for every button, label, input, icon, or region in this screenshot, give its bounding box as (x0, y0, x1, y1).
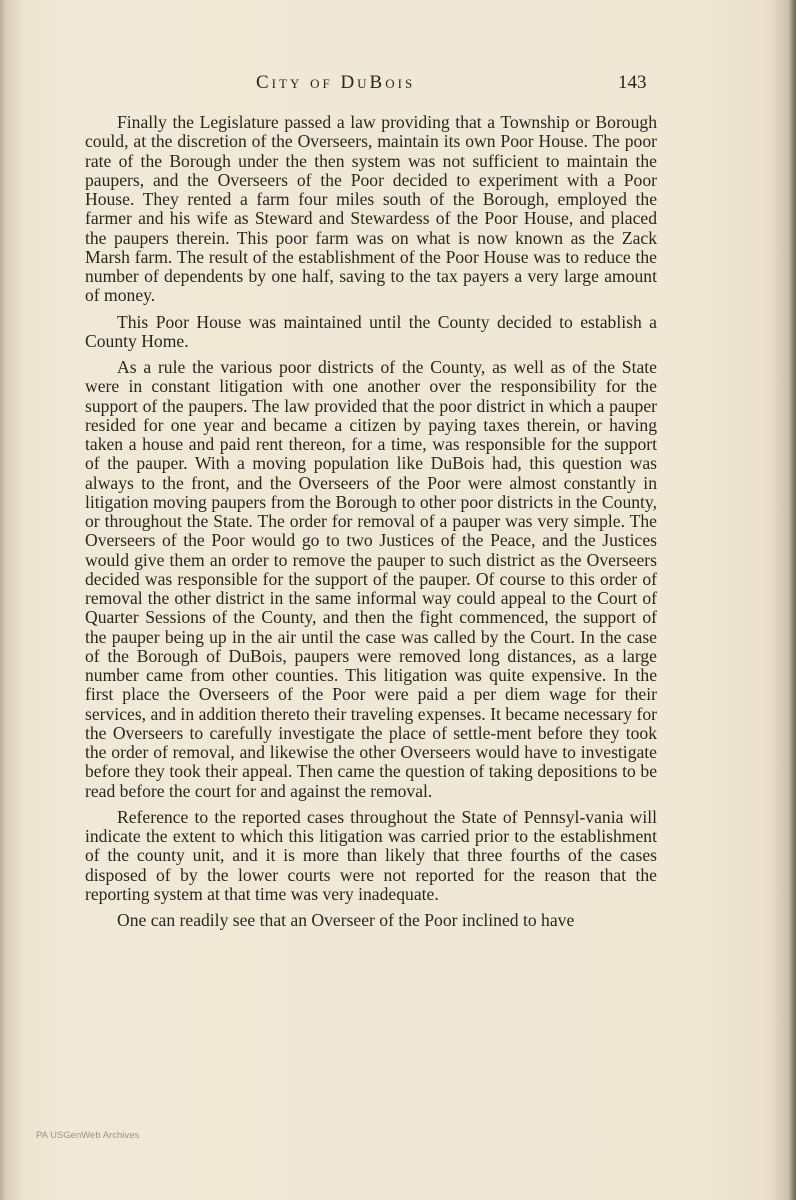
body-text (85, 113, 657, 937)
paragraph-county-home: This Poor House was maintained until the County decided to establish a County Home. (85, 311, 657, 351)
archive-watermark: PA USGenWeb Archives (36, 1130, 140, 1141)
running-title: City of DuBois (256, 72, 416, 93)
page-number: 143 (618, 72, 647, 93)
paragraph-reported-cases: Reference to the reported cases throughout the State of Pennsyl-vania will indicate the extent to which this litigation was carried prior to the establishment of the county unit, and it is more than likely that three fourths of the cases disposed of by the lower courts were not reported for the reason that the reporting system at that time was very inadequate. (85, 806, 657, 904)
paragraph-poor-house-law: Finally the Legislature passed a law providing that a Township or Borough could, at the discretion of the Overseers, maintain its own Poor House. The poor rate of the Borough under the then system was not sufficient to maintain the paupers, and the Overseers of the Poor decided to experiment with a Poor House. They rented a farm four miles south of the Borough, employed the farmer and his wife as Steward and Stewardess of the Poor House, and placed the paupers therein. This poor farm was on what is now known as the Zack Marsh farm. The result of the establishment of the Poor House was to reduce the number of dependents by one half, saving to the tax payers a very large amount of money. (85, 112, 657, 306)
page-edge-shadow (788, 0, 796, 1200)
page-header (0, 70, 796, 98)
paragraph-overseer: One can readily see that an Overseer of the Poor inclined to have (117, 910, 575, 930)
paragraph-litigation: As a rule the various poor districts of the County, as well as of the State were in constant litigation with one another over the responsibility for the support of the paupers. The law provided that the poor district in which a pauper resided for one year and became a citizen by paying taxes therein, or having taken a house and paid rent thereon, for a time, was responsible for the support of the pauper. With a moving population like DuBois had, this question was always to the front, and the Overseers of the Poor were almost constantly in litigation moving paupers from the Borough to other poor districts in the County, or throughout the State. The order for removal of a pauper was very simple. The Overseers of the Poor would go to two Justices of the Peace, and the Justices would give them an order to remove the pauper to such district as the Overseers decided was responsible for the support of the pauper. Of course to this order of removal the other district in the same informal way could appeal to the Court of Quarter Sessions of the County, and then the fight commenced, the support of the pauper being up in the air until the case was called by the Court. In the case of the Borough of DuBois, paupers were removed long distances, as a large number came from other counties. This litigation was quite expensive. In the first place the Overseers of the Poor were paid a per diem wage for their services, and in addition thereto their traveling expenses. It became necessary for the Overseers to carefully investigate the place of settle-ment before they took the order of removal, and likewise the other Overseers would have to investigate before they took their appeal. Then came the question of taking depositions to be read before the court for and against the removal. (85, 357, 657, 801)
